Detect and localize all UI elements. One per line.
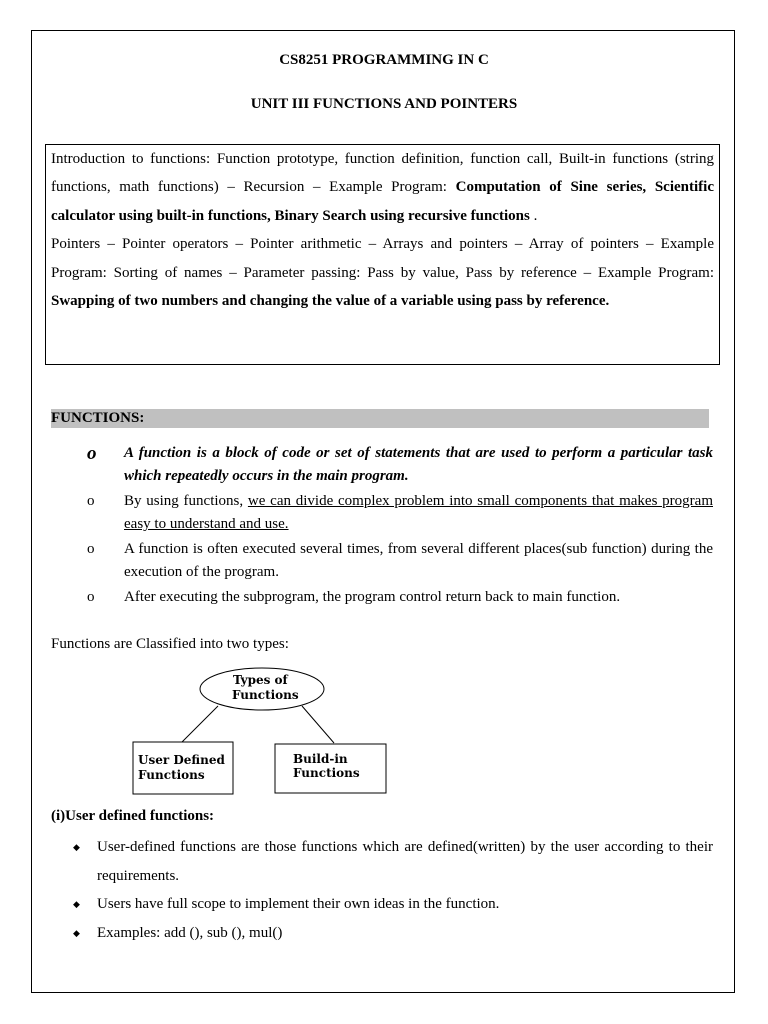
list-item	[51, 442, 713, 488]
list-item	[51, 833, 713, 890]
left-label-line1: User Defined	[138, 753, 225, 767]
connector-right	[302, 706, 334, 743]
classification-intro: Functions are Classified into two types:	[51, 636, 289, 652]
function-definition-text: A function is a block of code or set of statements that are used to perform a particular task which repeatedly occurs in the main program.	[124, 445, 713, 484]
bullet-marker: o	[87, 443, 97, 464]
list-item	[51, 538, 713, 584]
course-title: CS8251 PROGRAMMING IN C	[279, 52, 489, 68]
bullet-text: Examples: add (), sub (), mul()	[97, 924, 283, 941]
unit-title: UNIT III FUNCTIONS AND POINTERS	[250, 96, 518, 112]
list-item	[51, 919, 713, 948]
bullet-text: Users have full scope to implement their own ideas in the function.	[97, 896, 500, 912]
bullet-text: By using functions,	[124, 493, 248, 509]
syllabus-functions-text: Introduction to functions: Function prototype, function definition, function call, Built-in functions (string functions, math functions) – Recursion – Example Program:	[51, 151, 714, 196]
bullet-marker: o	[87, 541, 95, 557]
left-label-line2: Functions	[138, 768, 205, 782]
bullet-text: A function is often executed several times, from several different places(sub function) during the execution of the program.	[124, 541, 713, 580]
syllabus-box	[45, 144, 720, 365]
diamond-bullet-icon: ◆	[73, 899, 80, 909]
function-types-diagram	[130, 662, 390, 797]
list-item	[51, 586, 713, 609]
diamond-bullet-icon: ◆	[73, 842, 80, 852]
user-defined-heading: (i)User defined functions:	[51, 808, 215, 824]
diamond-bullet-icon: ◆	[73, 927, 80, 938]
connector-left	[182, 706, 218, 742]
bullet-marker: o	[87, 493, 95, 509]
root-label-line1: Types of	[233, 673, 288, 687]
bullet-marker: o	[87, 589, 95, 605]
right-label-line1: Build-in	[293, 752, 348, 766]
syllabus-paragraph-functions	[51, 145, 714, 230]
syllabus-paragraph-pointers	[51, 230, 714, 315]
syllabus-pointers-text: Pointers – Pointer operators – Pointer arithmetic – Arrays and pointers – Array of pointers – Example Program: Sorting of names – Parameter passing: Pass by value, Pass by reference – Example Program:	[51, 236, 714, 281]
bullet-text: After executing the subprogram, the program control return back to main function.	[124, 589, 621, 605]
user-defined-list	[51, 833, 713, 947]
syllabus-pointers-programs: Swapping of two numbers and changing the value of a variable using pass by reference.	[51, 293, 610, 310]
bullet-text: User-defined functions are those functions which are defined(written) by the user according to their requirements.	[97, 839, 713, 884]
underlined-text: we can divide complex problem into small components that makes program easy to understand and use.	[124, 493, 713, 532]
root-label-line2: Functions	[232, 688, 299, 702]
syllabus-functions-end: .	[529, 207, 538, 224]
right-label-line2: Functions	[293, 766, 360, 780]
functions-bullet-list	[51, 442, 713, 611]
syllabus-functions-programs: Computation of Sine series, Scientific calculator using built-in functions, Binary Search using recursive functions	[51, 179, 714, 224]
functions-heading: FUNCTIONS:	[51, 409, 709, 428]
list-item	[51, 490, 713, 536]
list-item	[51, 890, 713, 919]
